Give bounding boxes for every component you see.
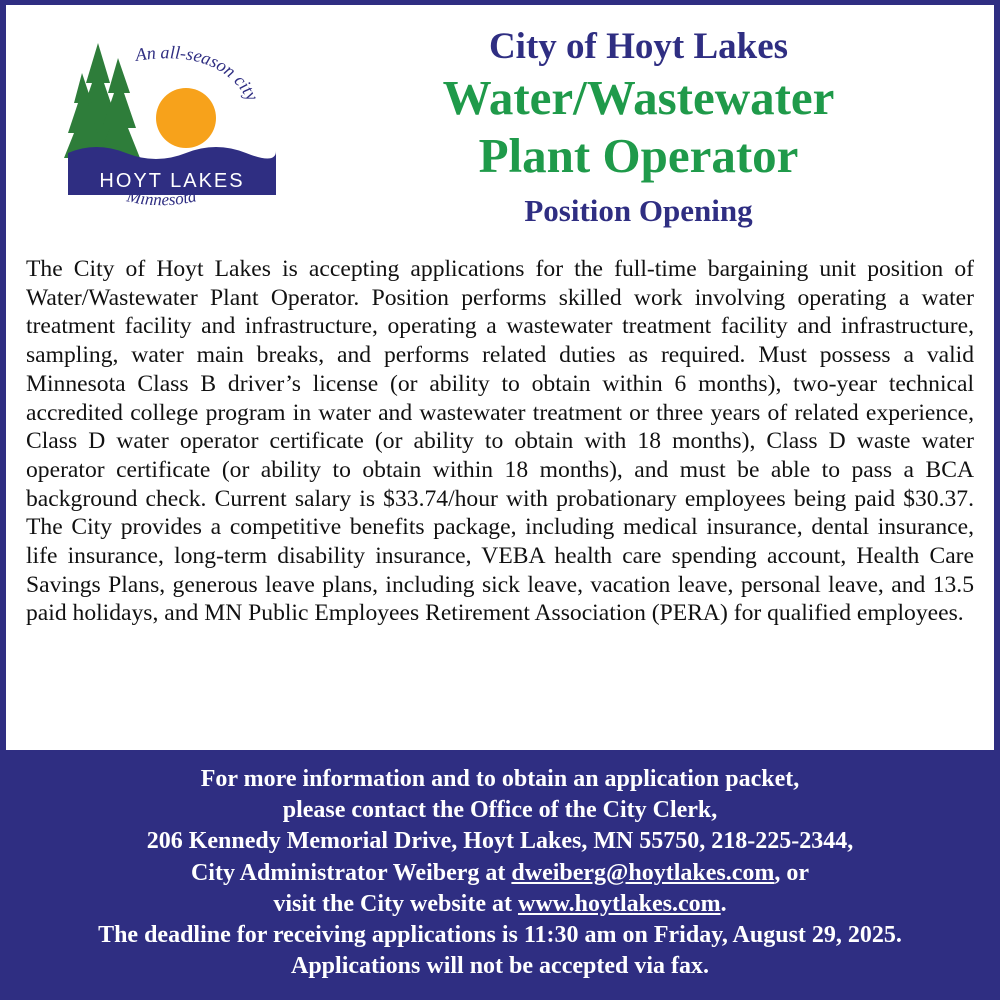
footer-line-1: For more information and to obtain an application packet, [200,766,800,792]
job-description: The City of Hoyt Lakes is accepting applications for the full-time bargaining unit position of Water/Wastewater Plant Operator. Position performs skilled work involving operating a water treatment facility and infrastructure, operating a wastewater treatment facility and infrastructure, sampling, water main breaks, and performs related duties as required. Must possess a valid Minnesota Class B driver’s license (or ability to obtain within 6 months), two-year technical accredited college program in water and wastewater treatment or three years of related experience, Class D water operator certificate (or ability to obtain with 18 months), Class D waste water operator certificate (or ability to obtain within 18 months), and must be able to pass a BCA background check. Current salary is $33.74/hour with probationary employees being paid $30.37. The City provides a competitive benefits package, including medical insurance, dental insurance, life insurance, long-term disability insurance, VEBA health care spending account, Health Care Savings Plans, generous leave plans, including sick leave, vacation leave, personal leave, and 13.5 paid holidays, and MN Public Employees Retirement Association (PERA) for qualified employees. [26,256,974,627]
contact-footer [0,764,1000,982]
pine-trees-icon [64,43,140,163]
email-suffix: , or [774,859,810,886]
website-link[interactable]: www.hoytlakes.com [517,890,721,917]
content-panel [6,5,994,750]
header [296,25,981,231]
hoyt-lakes-logo [56,33,286,228]
email-prefix: City Administrator Weiberg at [190,859,512,886]
website-prefix: visit the City website at [273,890,518,917]
position-opening-subtitle: Position Opening [524,193,753,228]
title-line-2: Plant Operator [478,128,799,183]
logo-graphic [56,33,286,228]
logo-arc-text: An all-season city [134,42,263,105]
website-suffix: . [720,890,727,917]
sun-icon [156,88,216,148]
email-link[interactable]: dweiberg@hoytlakes.com [511,859,775,886]
title-line-1: Water/Wastewater [442,70,835,125]
city-heading: City of Hoyt Lakes [488,26,789,67]
logo-state-text: Minnesota [125,186,198,210]
footer-website-line [0,889,1000,920]
deadline-line: The deadline for receiving applications is 11:30 am on Friday, August 29, 2025. [98,922,902,949]
wave-icon [68,147,276,165]
no-fax-line: Applications will not be accepted via fax. [291,953,709,980]
logo-name-text: HOYT LAKES [99,170,245,192]
footer-address-line: 206 Kennedy Memorial Drive, Hoyt Lakes, MN 55750, 218-225-2344, [146,828,854,855]
footer-line-2: please contact the Office of the City Clerk, [282,797,718,824]
footer-email-line [0,858,1000,889]
